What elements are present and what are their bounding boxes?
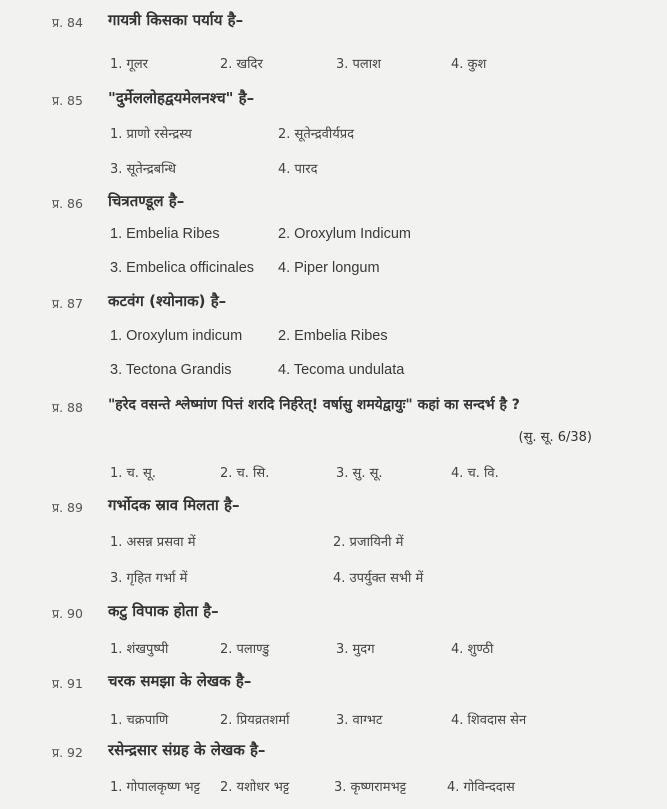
question-87-options-row2 [0, 360, 667, 390]
option-3: 3. सूतेन्द्रबन्धि [110, 162, 177, 177]
option-2: 2. खदिर [220, 57, 263, 72]
option-2: 2. च. सि. [220, 466, 270, 481]
question-88-options [0, 461, 667, 491]
option-1: 1. च. सू. [110, 466, 156, 481]
question-number: प्र. 84 [52, 15, 83, 30]
option-4: 4. पारद [278, 162, 318, 177]
option-1: 1. गोपालकृष्ण भट्ट [110, 780, 200, 795]
question-84 [0, 10, 667, 40]
option-3: 3. कृष्णरामभट्ट [334, 780, 407, 795]
option-3: 3. मुदग [336, 642, 375, 657]
question-91-options [0, 708, 667, 738]
question-89 [0, 495, 667, 525]
question-90 [0, 601, 667, 631]
question-86-options-row2 [0, 258, 667, 288]
question-92 [0, 740, 667, 770]
source-reference: (सु. सू. 6/38) [518, 430, 592, 445]
question-text: "दुर्मेललोहद्वयमेलनश्च" है– [108, 89, 255, 107]
question-text: रसेन्द्रसार संग्रह के लेखक है– [108, 741, 266, 759]
question-86 [0, 191, 667, 221]
option-4: 4. कुश [451, 57, 487, 72]
option-2: 2. प्रजायिनी में [333, 535, 404, 550]
question-number: प्र. 87 [52, 296, 83, 311]
question-88 [0, 395, 667, 425]
question-number: प्र. 88 [52, 400, 83, 415]
option-4: 4. उपर्युक्त सभी में [333, 571, 424, 586]
option-1: 1. असन्न प्रसवा में [110, 535, 196, 550]
question-91 [0, 671, 667, 701]
question-87-options-row1 [0, 326, 667, 356]
question-text: कटु विपाक होता है– [108, 602, 219, 620]
question-87 [0, 291, 667, 321]
option-3: 3. Embelica officinales [110, 260, 255, 276]
question-text: चरक समझा के लेखक है– [108, 672, 252, 690]
option-1: 1. Embelia Ribes [110, 226, 220, 242]
option-1: 1. शंखपुष्पी [110, 642, 169, 657]
question-85-options-row2 [0, 157, 667, 187]
option-1: 1. प्राणो रसेन्द्रस्य [110, 127, 192, 142]
option-4: 4. च. वि. [451, 466, 499, 481]
question-92-options [0, 775, 667, 805]
question-86-options-row1 [0, 224, 667, 254]
option-4: 4. Tecoma undulata [278, 362, 405, 378]
question-90-options [0, 637, 667, 667]
question-88-reference-row [0, 427, 667, 457]
question-number: प्र. 89 [52, 500, 83, 515]
option-3: 3. सु. सू. [336, 466, 383, 481]
question-89-options-row2 [0, 566, 667, 596]
option-4: 4. गोविन्ददास [447, 780, 515, 795]
option-3: 3. वाग्भट [336, 713, 383, 728]
option-2: 2. यशोधर भट्ट [220, 780, 290, 795]
question-89-options-row1 [0, 530, 667, 560]
option-1: 1. गूलर [110, 57, 148, 72]
question-number: प्र. 86 [52, 196, 83, 211]
question-number: प्र. 92 [52, 745, 83, 760]
option-1: 1. चक्रपाणि [110, 713, 169, 728]
option-4: 4. शिवदास सेन [451, 713, 527, 728]
option-3: 3. पलाश [336, 57, 381, 72]
question-text: कटवंग (श्योनाक) है– [108, 292, 227, 310]
question-84-options [0, 52, 667, 82]
option-2: 2. Embelia Ribes [278, 328, 388, 344]
question-text: चित्रतण्डूल है– [108, 192, 185, 210]
option-3: 3. गृहित गर्भा में [110, 571, 188, 586]
option-4: 4. Piper longum [278, 260, 380, 276]
option-4: 4. शुण्ठी [451, 642, 494, 657]
question-85-options-row1 [0, 122, 667, 152]
question-text: गर्भोदक स्राव मिलता है– [108, 496, 240, 514]
question-text: "हरेद वसन्ते श्लेष्मांण पित्तं शरदि निर्हरेत्! वर्षासु शमयेद्वायुः" कहां का सन्दर्भ है ? [108, 397, 520, 413]
question-text: गायत्री किसका पर्याय है– [108, 11, 244, 29]
option-2: 2. Oroxylum Indicum [278, 226, 411, 242]
option-2: 2. सूतेन्द्रवीर्यप्रद [278, 127, 355, 142]
option-1: 1. Oroxylum indicum [110, 328, 243, 344]
option-2: 2. पलाण्डु [220, 642, 270, 657]
question-number: प्र. 90 [52, 606, 83, 621]
question-85 [0, 88, 667, 118]
option-2: 2. प्रियव्रतशर्मा [220, 713, 290, 728]
option-3: 3. Tectona Grandis [110, 362, 232, 378]
question-number: प्र. 85 [52, 93, 83, 108]
question-number: प्र. 91 [52, 676, 83, 691]
